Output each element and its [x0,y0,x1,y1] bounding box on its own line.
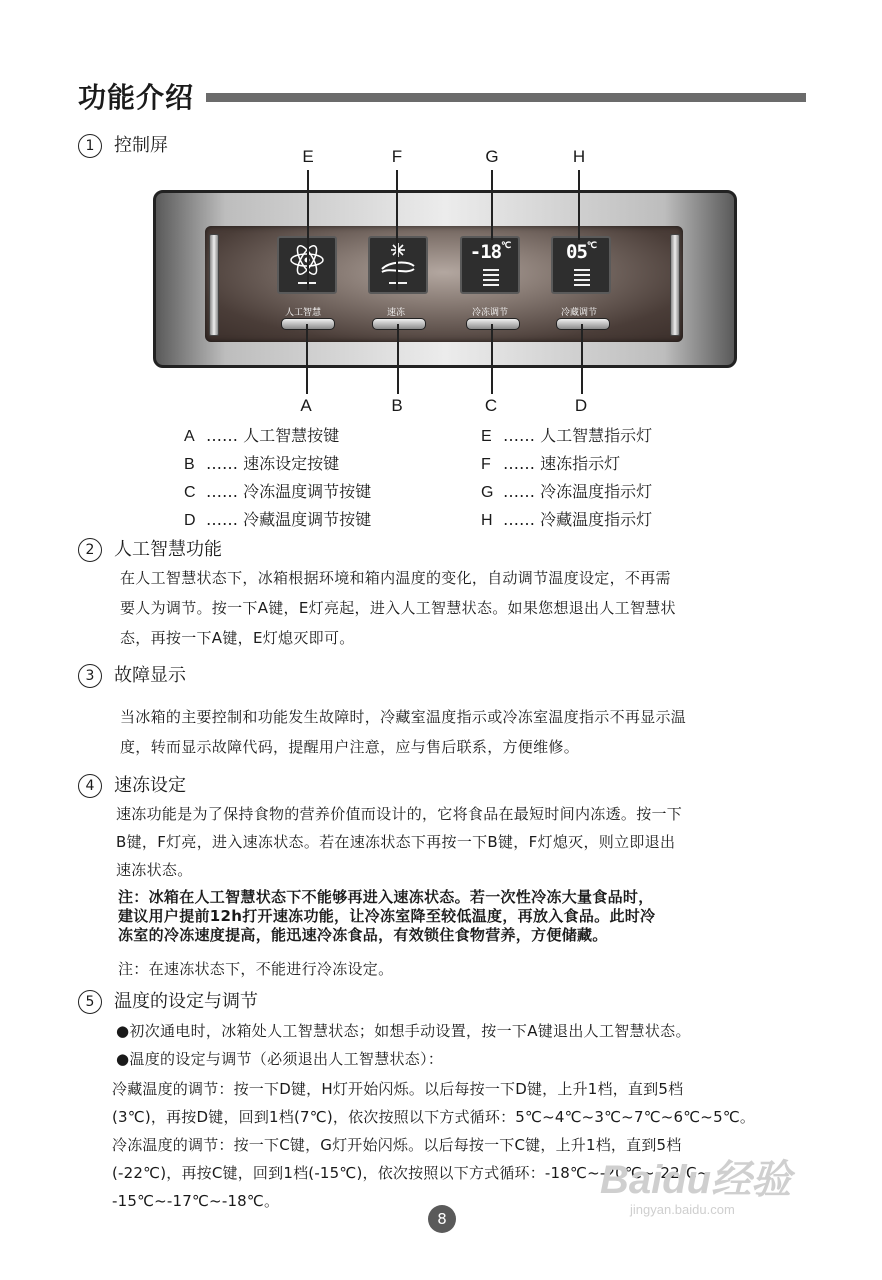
section-2-body [120,563,810,653]
legend-item: B …… 速冻设定按键 [184,454,340,473]
paragraph-line: B键，F灯亮，进入速冻状态。若在速冻状态下再按一下B键，F灯熄灭，则立即退出 [116,833,676,851]
section-number: 2 [78,538,102,562]
section-1-heading [78,134,168,158]
section-3-heading [78,664,186,688]
leader-line-f [396,170,398,290]
section-title: 故障显示 [114,665,186,686]
fridge-level-bars [574,269,590,289]
label-g: G [485,147,499,166]
section-4-note [118,888,808,945]
section-2-heading [78,538,222,562]
watermark [600,1158,791,1218]
paragraph-line: 度，转而显示故障代码，提醒用户注意，应与售后联系，方便维修。 [120,738,580,756]
paragraph-line: 当冰箱的主要控制和功能发生故障时，冷藏室温度指示或冷冻室温度指示不再显示温 [120,708,687,726]
quick-freeze-button-label: 速冻 [386,308,405,318]
celsius-unit: ℃ [586,241,596,251]
label-c: C [484,396,498,415]
paragraph-line: 态，再按一下A键，E灯熄灭即可。 [120,629,355,647]
section-title: 温度的设定与调节 [114,991,258,1012]
section-title: 速冻设定 [114,775,186,796]
paragraph-line: (-22℃)，再按C键，回到1档(-15℃)，依次按照以下方式循环：-18℃~-20℃~-22℃~ [112,1164,710,1182]
label-a: A [300,396,312,415]
page-number: 8 [428,1205,456,1233]
fridge-adjust-button[interactable] [556,318,610,330]
legend-right [481,426,652,538]
page-title: 功能介绍 [78,81,195,114]
watermark-url: jingyan.baidu.com [630,1202,735,1217]
note-line: 冻室的冷冻速度提高，能迅速冷冻食品，有效锁住食物营养，方便储藏。 [118,926,608,944]
section-number: 1 [78,134,102,158]
freezer-temp-value: -18 [469,241,502,263]
section-number: 5 [78,990,102,1014]
label-h: H [572,147,586,166]
panel-left-trim [209,234,219,336]
bullet-line: ●初次通电时，冰箱处人工智慧状态；如想手动设置，按一下A键退出人工智慧状态。 [116,1022,691,1040]
label-e: E [302,147,314,166]
paragraph-line: 冷藏温度的调节：按一下D键，H灯开始闪烁。以后每按一下D键，上升1档，直到5档 [112,1080,684,1098]
note-line: 建议用户提前12h打开速冻功能，让冷冻室降至较低温度，再放入食品。此时冷 [118,907,656,925]
section-title: 控制屏 [114,135,168,156]
paragraph-line: -15℃~-17℃~-18℃。 [112,1192,280,1210]
legend-item: E …… 人工智慧指示灯 [481,426,653,445]
watermark-brand: Baidu经验 [600,1158,792,1202]
section-title: 人工智慧功能 [114,539,222,560]
fridge-adjust-button-label: 冷藏调节 [560,308,597,318]
leader-line-b [397,324,399,394]
quick-freeze-display [368,236,428,294]
leader-line-c [491,324,493,394]
freezer-temp-display [460,236,520,294]
legend-item: A …… 人工智慧按键 [184,426,340,445]
legend-left [184,426,371,538]
label-b: B [391,396,403,415]
celsius-unit: ℃ [501,241,511,251]
paragraph-line: 冷冻温度的调节：按一下C键，G灯开始闪烁。以后每按一下C键，上升1档，直到5档 [112,1136,682,1154]
legend-item: F …… 速冻指示灯 [481,454,621,473]
ai-button-label: 人工智慧 [284,308,321,318]
section-number: 3 [78,664,102,688]
leader-line-a [306,324,308,394]
leader-line-e [307,170,309,290]
snowflake-icon [370,239,426,279]
legend-item: H …… 冷藏温度指示灯 [481,510,653,529]
section-number: 4 [78,774,102,798]
quick-freeze-bar [389,282,407,284]
ai-button[interactable] [281,318,335,330]
title-rule [206,93,806,102]
freezer-level-bars [483,269,499,289]
leader-line-g [491,170,493,240]
legend-item: G …… 冷冻温度指示灯 [481,482,653,501]
bullet-line: ●温度的设定与调节（必须退出人工智慧状态）： [116,1050,444,1068]
leader-line-d [581,324,583,394]
legend-item: C …… 冷冻温度调节按键 [184,482,372,501]
label-f: F [391,147,403,166]
section-4-heading [78,774,186,798]
section-3-body [120,702,810,762]
paragraph-line: 要人为调节。按一下A键，E灯亮起，进入人工智慧状态。如果您想退出人工智慧状 [120,599,676,617]
freezer-adjust-button-label: 冷冻调节 [471,308,508,318]
panel-right-trim [670,234,680,336]
paragraph-line: 在人工智慧状态下，冰箱根据环境和箱内温度的变化，自动调节温度设定，不再需 [120,569,671,587]
paragraph-line: 速冻功能是为了保持食物的营养价值而设计的，它将食品在最短时间内冻透。按一下 [116,805,683,823]
legend-item: D …… 冷藏温度调节按键 [184,510,372,529]
quick-freeze-button[interactable] [372,318,426,330]
paragraph-line: (3℃)，再按D键，回到1档(7℃)，依次按照以下方式循环：5℃~4℃~3℃~7℃~6℃~5℃。 [112,1108,756,1126]
fridge-temp-display [551,236,611,294]
label-d: D [574,396,588,415]
section-5-heading [78,990,258,1014]
section-4-note-2: 注：在速冻状态下，不能进行冷冻设定。 [118,960,394,978]
freezer-adjust-button[interactable] [466,318,520,330]
paragraph-line: 速冻状态。 [116,861,193,879]
leader-line-h [578,170,580,240]
note-line: 注：冰箱在人工智慧状态下不能够再进入速冻状态。若一次性冷冻大量食品时， [118,888,654,906]
section-4-body [116,800,806,884]
fridge-temp-value: 05 [566,241,587,263]
